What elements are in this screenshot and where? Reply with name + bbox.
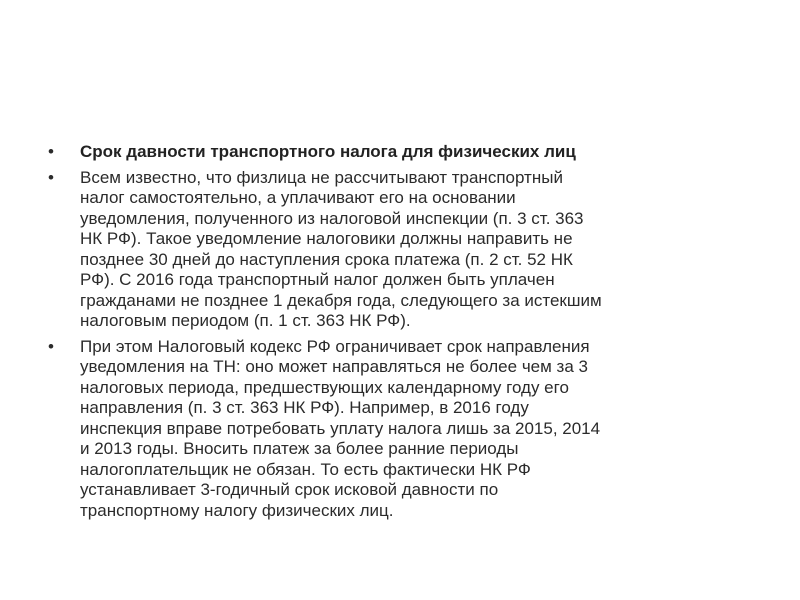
bullet-list: [48, 142, 758, 526]
bullet-heading: [48, 142, 758, 163]
paragraph-text: Всем известно, что физлица не рассчитывают транспортный налог самостоятельно, а уплачивают его на основании уведомления, полученного из налоговой инспекции (п. 3 ст. 363 НК РФ). Такое уведомление налоговики должны направить не позднее 30 дней до наступления срока платежа (п. 2 ст. 52 НК РФ). С 2016 года транспортный налог должен быть уплачен гражданами не позднее 1 декабря года, следующего за истекшим налоговым периодом (п. 1 ст. 363 НК РФ).: [80, 167, 602, 330]
heading-text: Срок давности транспортного налога для физических лиц: [80, 142, 576, 161]
bullet-dot-icon: •: [48, 142, 54, 161]
bullet-paragraph-1: [48, 168, 758, 332]
bullet-paragraph-2: [48, 337, 758, 522]
bullet-dot-icon: •: [48, 336, 54, 356]
paragraph-text: При этом Налоговый кодекс РФ ограничивает срок направления уведомления на ТН: оно может направляться не более чем за 3 налоговых периода, предшествующих календарному году его направления (п. 3 ст. 363 НК РФ). Например, в 2016 году инспекция вправе потребовать уплату налога лишь за 2015, 2014 и 2013 годы. Вносить платеж за более ранние периоды налогоплательщик не обязан. То есть фактически НК РФ устанавливает 3-годичный срок исковой давности по транспортному налогу физических лиц.: [80, 336, 601, 520]
bullet-dot-icon: •: [48, 167, 54, 187]
